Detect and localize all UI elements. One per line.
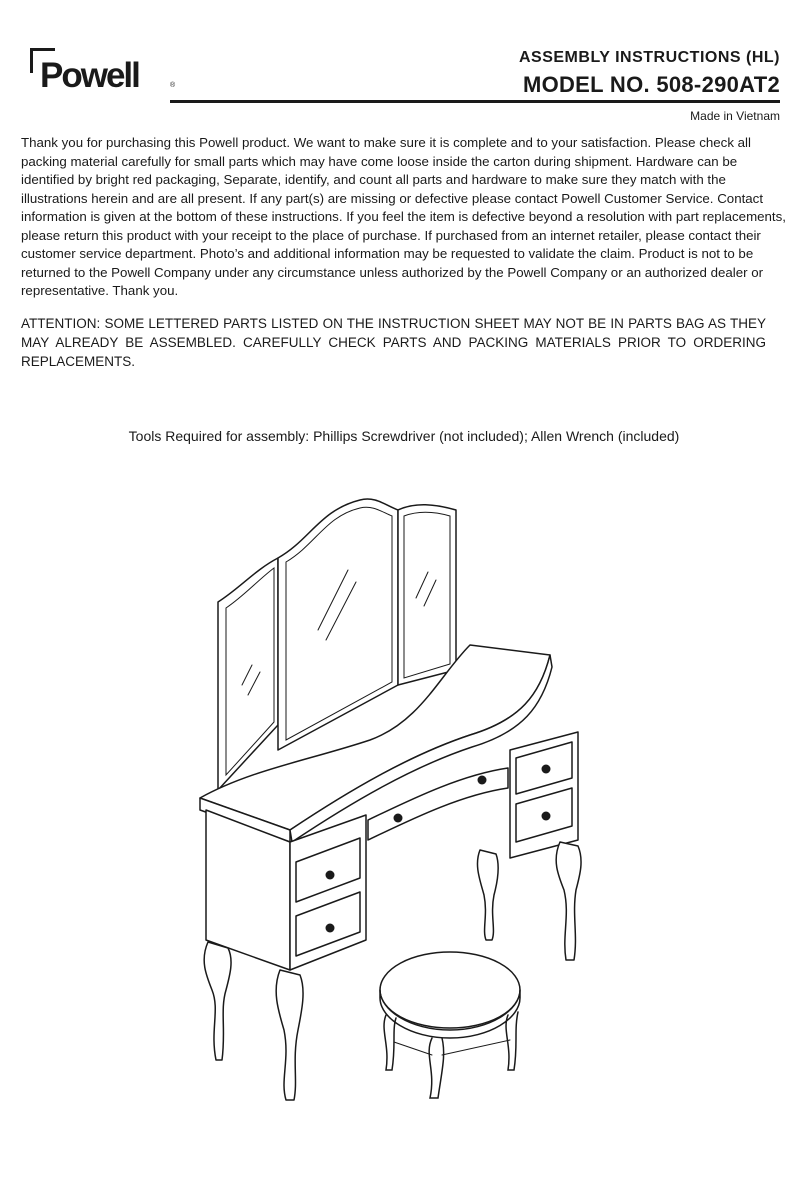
powell-logo — [30, 48, 180, 96]
intro-paragraph: Thank you for purchasing this Powell product. We want to make sure it is complete and to your satisfaction. Please check all packing material carefully for small parts which may have come loose inside the carton during shipment. Hardware can be identified by bright red packaging, Separate, identify, and count all parts and hardware to make sure they match with the illustrations herein and are all present. If any part(s) are missing or defective please contact Powell Customer Service. Contact information is given at the bottom of these instructions. If you feel the item is defective beyond a resolution with part replacements, please return this product with your receipt to the place of purchase. If purchased from an internet retailer, please contact their customer service department. Photo’s and additional information may be requested to validate the claim. Product is not to be returned to the Powell Company under any circumstance unless authorized by the Powell Company or an authorized dealer or representative. Thank you. — [21, 135, 786, 298]
knob-left-lower — [326, 924, 335, 933]
made-in-label: Made in Vietnam — [690, 109, 780, 123]
registered-mark: ® — [170, 82, 176, 89]
mirror-right-panel — [398, 505, 456, 685]
vanity-illustration — [170, 470, 630, 1110]
document-header — [519, 48, 780, 99]
mirror-center-panel — [278, 499, 398, 750]
logo-wordmark: Powell — [40, 56, 139, 95]
model-number: MODEL NO. 508-290AT2 — [522, 72, 780, 97]
leg-back-center — [477, 850, 498, 940]
knob-left-upper — [326, 871, 335, 880]
vanity-stool — [380, 952, 520, 1098]
knob-center-right — [478, 776, 487, 785]
tools-required: Tools Required for assembly: Phillips Screwdriver (not included); Allen Wrench (included) — [128, 428, 680, 444]
leg-front-center — [276, 970, 303, 1100]
header-rule — [170, 100, 780, 103]
document-title: ASSEMBLY INSTRUCTIONS (HL) — [518, 49, 780, 66]
leg-front-left — [204, 942, 231, 1060]
attention-paragraph: ATTENTION: SOME LETTERED PARTS LISTED ON THE INSTRUCTION SHEET MAY NOT BE IN PARTS BAG AS THEY MAY ALREADY BE ASSEMBLED. CAREFULLY CHECK PARTS AND PACKING MATERIALS PRIOR TO ORDERING REPLACEMENTS. — [21, 316, 766, 369]
knob-right-lower — [542, 812, 551, 821]
leg-front-right — [556, 842, 581, 960]
knob-center-left — [394, 814, 403, 823]
stool-seat — [380, 952, 520, 1028]
knob-right-upper — [542, 765, 551, 774]
stool-leg-center — [429, 1038, 444, 1098]
